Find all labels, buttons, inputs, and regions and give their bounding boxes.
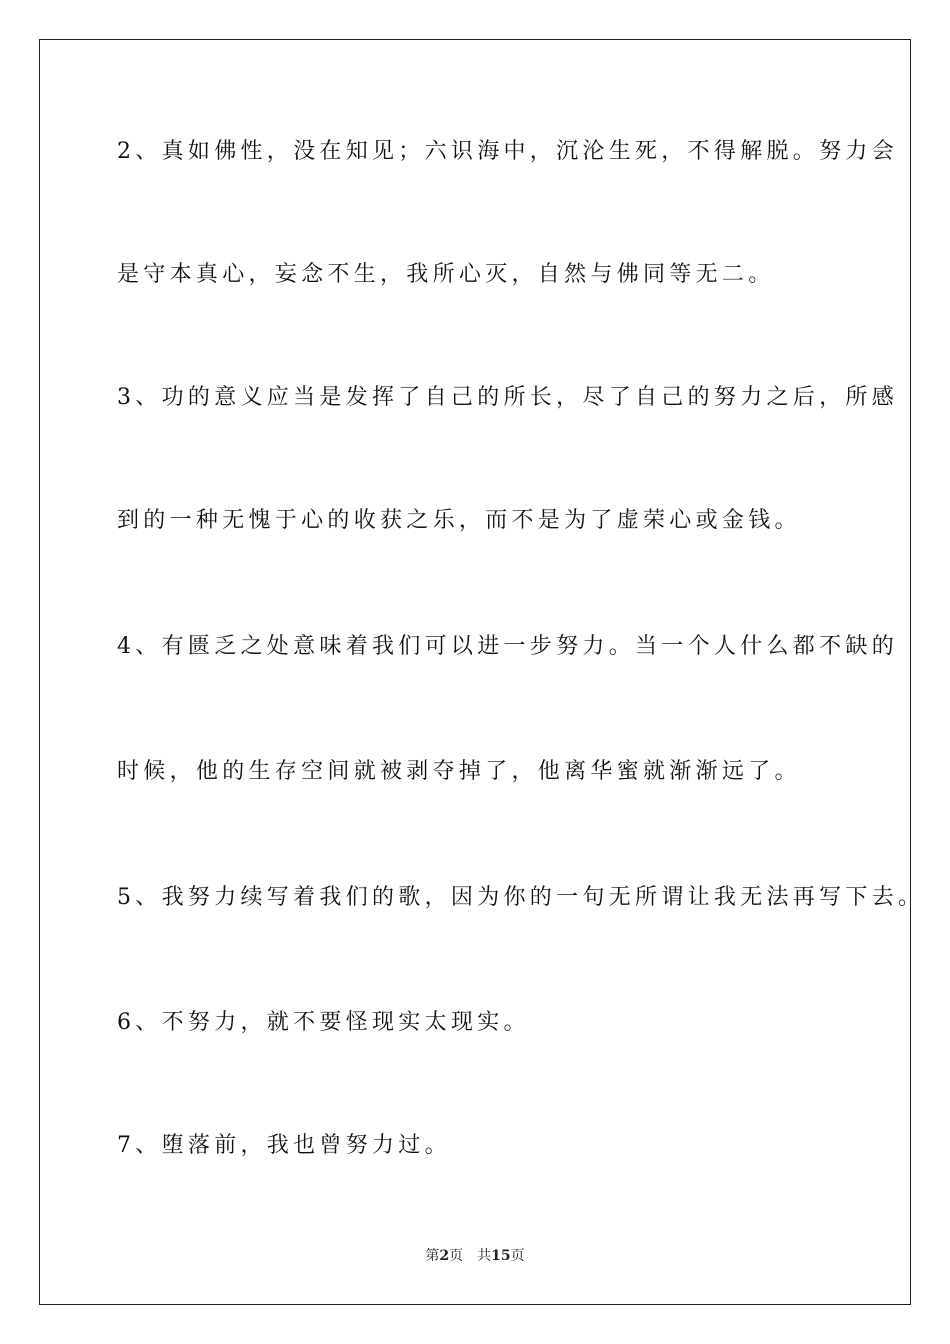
text-line: 4、有匮乏之处意味着我们可以进一步努力。当一个人什么都不缺的 [117,634,898,659]
current-page-number: 2 [439,1248,450,1264]
text-line: 6、不努力，就不要怪现实太现实。 [117,1010,530,1035]
footer-middle: 页 共 [449,1248,492,1264]
text-line: 2、真如佛性，没在知见；六识海中，沉沦生死，不得解脱。努力会 [117,139,898,164]
total-pages-number: 15 [491,1248,511,1264]
text-line: 7、堕落前，我也曾努力过。 [117,1133,451,1158]
text-line: 3、功的意义应当是发挥了自己的所长，尽了自己的努力之后，所感 [117,385,898,410]
page-border [39,39,911,1305]
footer-suffix: 页 [510,1248,525,1264]
footer-prefix: 第 [425,1248,440,1264]
text-line: 5、我努力续写着我们的歌，因为你的一句无所谓让我无法再写下去。 [117,885,925,910]
page-footer [0,1246,950,1266]
text-line: 时候，他的生存空间就被剥夺掉了，他离华蜜就渐渐远了。 [117,759,801,784]
text-line: 到的一种无愧于心的收获之乐，而不是为了虚荣心或金钱。 [117,508,801,533]
text-line: 是守本真心，妄念不生，我所心灭，自然与佛同等无二。 [117,262,775,287]
